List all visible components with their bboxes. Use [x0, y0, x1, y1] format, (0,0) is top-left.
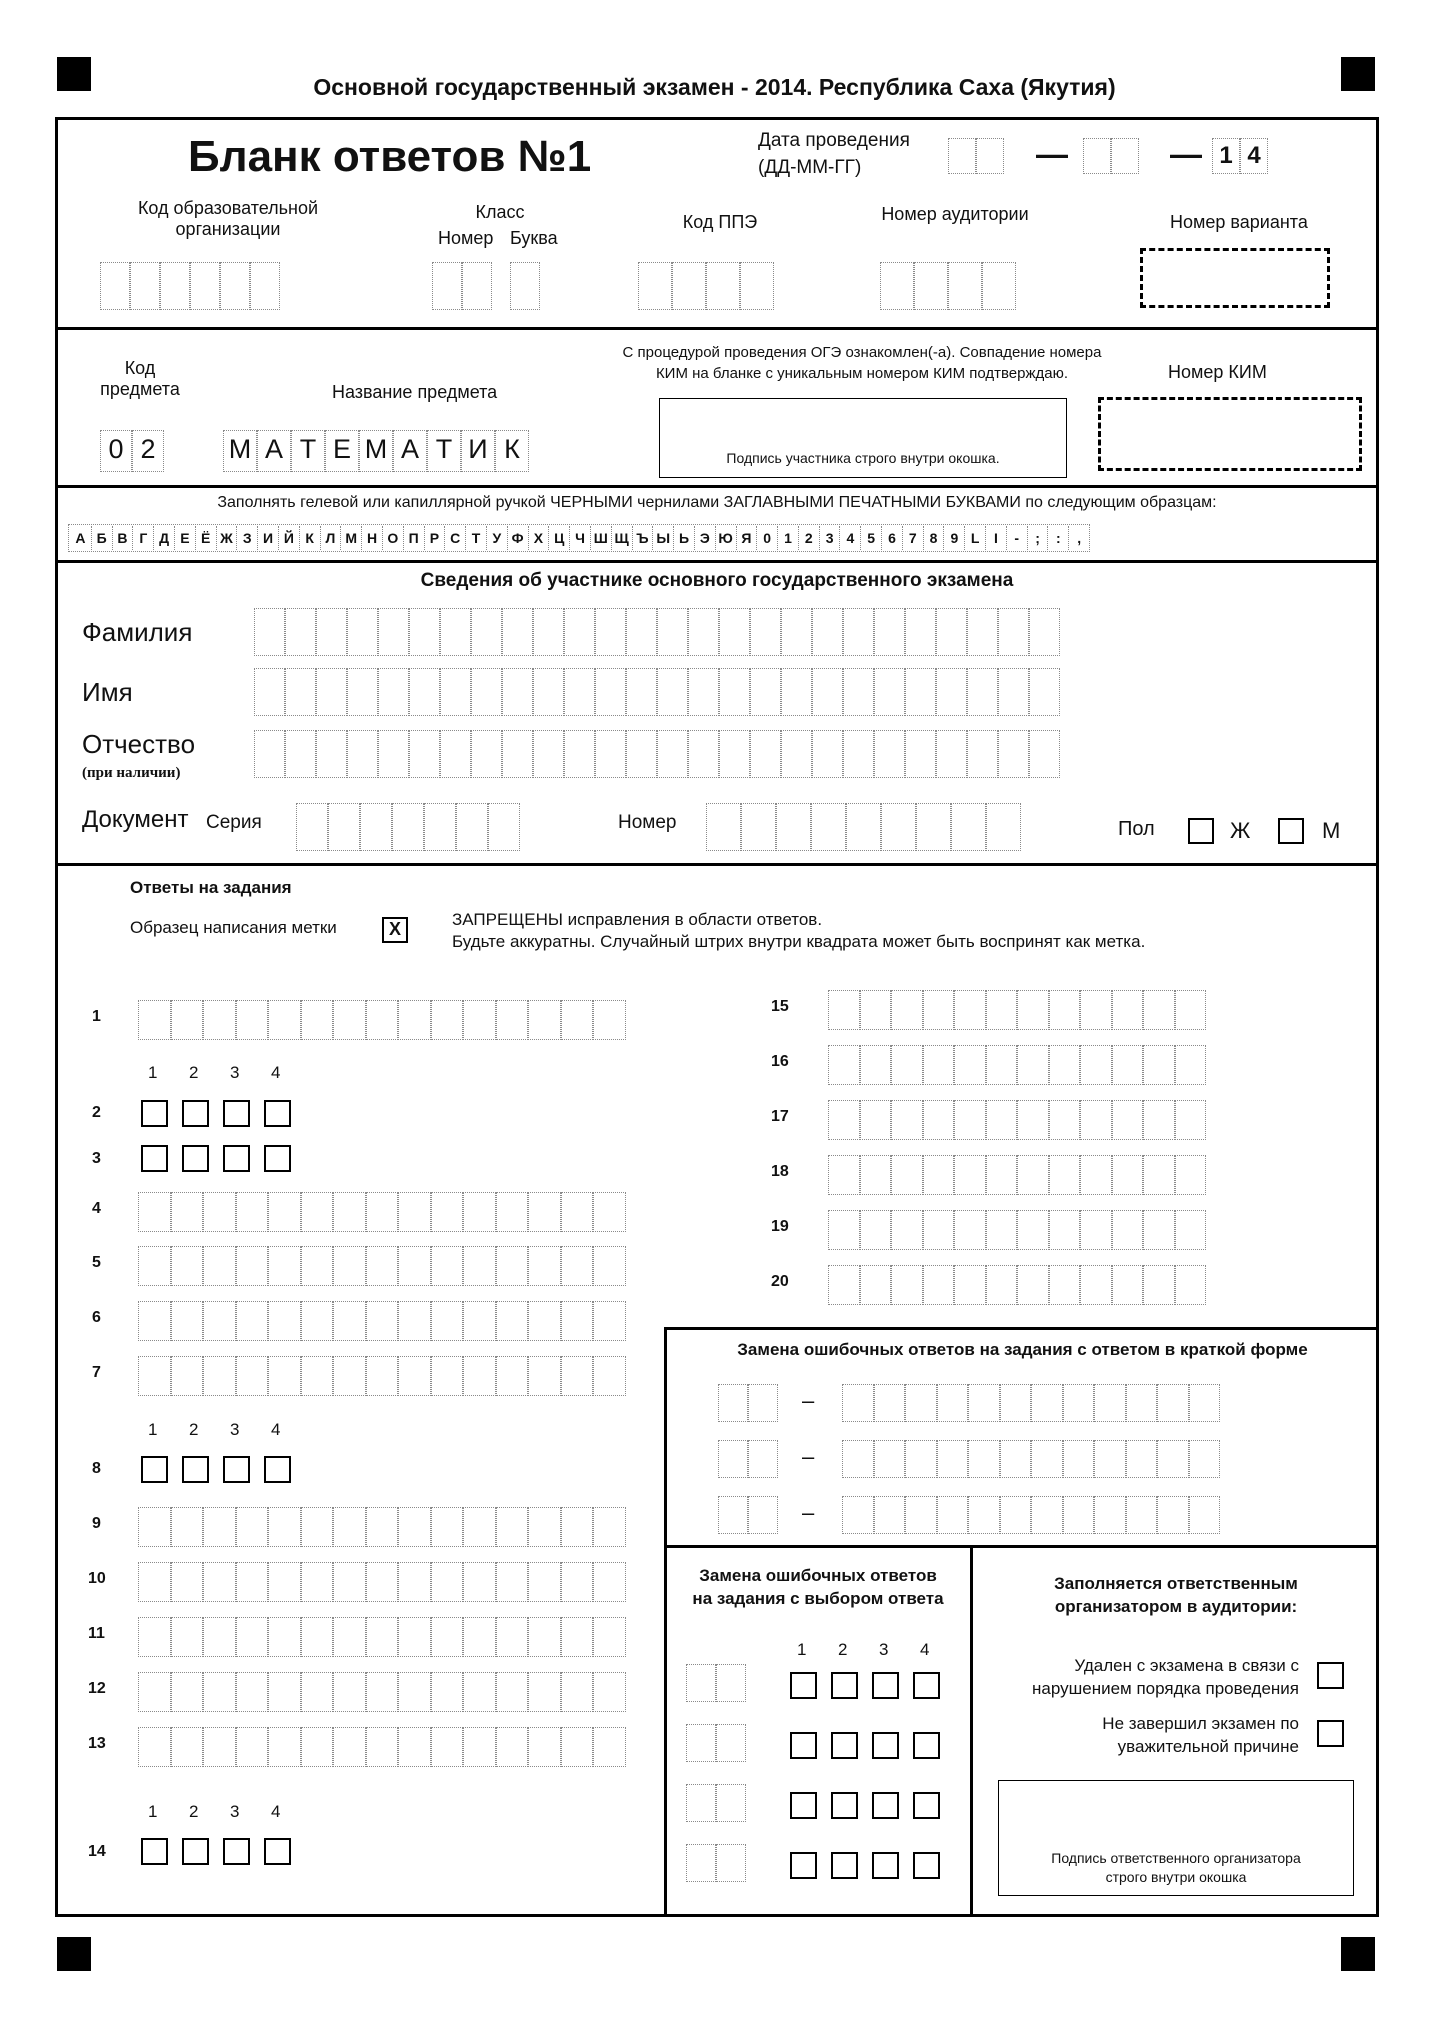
choice-number: 3 [230, 1063, 240, 1082]
class-label: Класс [475, 202, 525, 222]
choice-number: 3 [230, 1802, 240, 1821]
replacement-choice-option-1[interactable] [790, 1852, 817, 1879]
name-cells[interactable] [254, 668, 1060, 716]
replacement-choice-option-3[interactable] [872, 1672, 899, 1699]
answers-section-title: Ответы на задания [130, 878, 292, 897]
replacement-choice-option-1[interactable] [790, 1732, 817, 1759]
task-label: 13 [88, 1735, 106, 1752]
replacement-choice-task-cells[interactable] [686, 1664, 746, 1702]
replacement-choice-option-4[interactable] [913, 1732, 940, 1759]
task-2-option-4[interactable] [264, 1100, 291, 1127]
replacement-short-answer-cells[interactable] [842, 1496, 1220, 1534]
replacement-choice-option-2[interactable] [831, 1792, 858, 1819]
choice-number: 2 [189, 1063, 199, 1082]
task-label: 9 [92, 1515, 101, 1532]
replacement-dash: – [802, 1444, 815, 1469]
not-finished-label-line2: уважительной причине [1117, 1737, 1299, 1756]
choice-number: 1 [148, 1802, 158, 1821]
task-label: 3 [92, 1150, 101, 1167]
replacement-dash: – [802, 1500, 815, 1525]
surname-label: Фамилия [82, 617, 193, 647]
task-19-answer-cells[interactable] [828, 1210, 1206, 1250]
choice-number: 4 [271, 1420, 281, 1439]
replacement-choice-option-3[interactable] [872, 1732, 899, 1759]
not-finished-label-line1: Не завершил экзамен по [1102, 1714, 1299, 1733]
fill-instruction: Заполнять гелевой или капиллярной ручкой ЧЕРНЫМИ чернилами ЗАГЛАВНЫМИ ПЕЧАТНЫМИ БУКВАМИ по следующим образцам: [217, 494, 1217, 511]
task-5-answer-cells[interactable] [138, 1246, 626, 1286]
replacement-short-task-cells[interactable] [718, 1384, 778, 1422]
task-3-option-3[interactable] [223, 1145, 250, 1172]
sample-mark-box: X [382, 917, 408, 943]
variant-number-label: Номер варианта [1170, 212, 1308, 232]
task-8-option-4[interactable] [264, 1456, 291, 1483]
gender-male-checkbox[interactable] [1278, 818, 1304, 844]
class-number-cells[interactable] [432, 262, 492, 310]
task-label: 7 [92, 1364, 101, 1381]
form-title: Бланк ответов №1 [188, 132, 592, 181]
task-label: 16 [771, 1053, 789, 1070]
choice-number: 4 [271, 1063, 281, 1082]
gender-female-checkbox[interactable] [1188, 818, 1214, 844]
task-14-option-3[interactable] [223, 1838, 250, 1865]
replacement-choice-option-4[interactable] [913, 1672, 940, 1699]
subject-name-label: Название предмета [332, 382, 498, 402]
exam-header-title: Основной государственный экзамен - 2014. Республика Саха (Якутия) [313, 74, 1116, 100]
choice-number: 1 [148, 1063, 158, 1082]
alignment-marker-bottom-right [1341, 1937, 1375, 1971]
org-code-cells[interactable] [100, 262, 280, 310]
task-label: 5 [92, 1254, 101, 1271]
date-separator: — [1036, 136, 1068, 172]
organizer-signature-line1: Подпись ответственного организатора [1051, 1850, 1301, 1866]
task-13-answer-cells[interactable] [138, 1727, 626, 1767]
task-18-answer-cells[interactable] [828, 1155, 1206, 1195]
task-3-option-2[interactable] [182, 1145, 209, 1172]
name-label: Имя [82, 677, 133, 707]
replacement-choice-task-cells[interactable] [686, 1844, 746, 1882]
document-series-cells[interactable] [296, 803, 520, 851]
task-label: 17 [771, 1108, 789, 1125]
task-4-answer-cells[interactable] [138, 1192, 626, 1232]
replacement-short-task-cells[interactable] [718, 1440, 778, 1478]
task-10-answer-cells[interactable] [138, 1562, 626, 1602]
date-year-digit: 1 [1219, 142, 1233, 169]
task-16-answer-cells[interactable] [828, 1045, 1206, 1085]
removed-label-line2: нарушением порядка проведения [1032, 1679, 1299, 1698]
replacement-choice-title-line2: на задания с выбором ответа [692, 1589, 944, 1608]
document-number-label: Номер [618, 812, 677, 833]
replacement-choice-option-4[interactable] [913, 1792, 940, 1819]
date-day-cells[interactable] [948, 138, 1004, 174]
replacement-choice-option-3[interactable] [872, 1852, 899, 1879]
task-11-answer-cells[interactable] [138, 1617, 626, 1657]
task-14-option-4[interactable] [264, 1838, 291, 1865]
choice-number: 1 [797, 1640, 807, 1659]
replacement-dash: – [802, 1388, 815, 1413]
organizer-title-line1: Заполняется ответственным [1054, 1574, 1298, 1593]
replacement-choice-task-cells[interactable] [686, 1724, 746, 1762]
participant-section-title: Сведения об участнике основного государственного экзамена [420, 570, 1014, 591]
replacement-choice-option-3[interactable] [872, 1792, 899, 1819]
divider [666, 1327, 1379, 1330]
sample-mark-label: Образец написания метки [130, 918, 337, 937]
task-label: 14 [88, 1843, 106, 1860]
task-label: 8 [92, 1460, 101, 1477]
task-label: 18 [771, 1163, 789, 1180]
task-2-option-1[interactable] [141, 1100, 168, 1127]
removed-checkbox[interactable] [1317, 1662, 1344, 1689]
replacement-choice-option-1[interactable] [790, 1792, 817, 1819]
task-8-option-1[interactable] [141, 1456, 168, 1483]
gender-female-label: Ж [1230, 818, 1251, 843]
divider [55, 327, 1379, 330]
choice-number: 4 [271, 1802, 281, 1821]
choice-number: 2 [189, 1802, 199, 1821]
gender-label: Пол [1118, 818, 1155, 840]
replacement-choice-task-cells[interactable] [686, 1784, 746, 1822]
choice-number: 3 [879, 1640, 889, 1659]
task-14-option-2[interactable] [182, 1838, 209, 1865]
class-letter-label: Буква [510, 228, 558, 248]
task-8-option-2[interactable] [182, 1456, 209, 1483]
alignment-marker-bottom-left [57, 1937, 91, 1971]
participant-signature-hint: Подпись участника строго внутри окошка. [726, 450, 1000, 466]
task-7-answer-cells[interactable] [138, 1356, 626, 1396]
ppe-code-cells[interactable] [638, 262, 774, 310]
replacement-short-answer-cells[interactable] [842, 1384, 1220, 1422]
task-label: 1 [92, 1008, 101, 1025]
choice-number: 1 [148, 1420, 158, 1439]
task-label: 19 [771, 1218, 789, 1235]
removed-label-line1: Удален с экзамена в связи с [1074, 1656, 1299, 1675]
task-label: 15 [771, 998, 789, 1015]
task-label: 11 [88, 1625, 105, 1642]
sample-chars: А Б В Г Д Е Ё Ж З И Й К Л М Н О П Р С Т У Ф Х Ц Ч Ш Щ Ъ Ы Ь Э Ю Я 0 1 2 3 4 5 6 7 8 9 L I - ; : , [70, 526, 1089, 550]
task-2-option-2[interactable] [182, 1100, 209, 1127]
not-finished-checkbox[interactable] [1317, 1720, 1344, 1747]
replacement-choice-option-2[interactable] [831, 1672, 858, 1699]
date-label: Дата проведения [758, 130, 910, 151]
replacement-choice-option-2[interactable] [831, 1852, 858, 1879]
class-letter-cells[interactable] [510, 262, 540, 310]
task-3-option-4[interactable] [264, 1145, 291, 1172]
date-year-digit: 4 [1247, 142, 1261, 169]
answers-warning-line1: ЗАПРЕЩЕНЫ исправления в области ответов. [452, 910, 823, 929]
kim-number-label: Номер КИМ [1168, 362, 1267, 382]
divider [55, 863, 1379, 866]
choice-number: 2 [838, 1640, 848, 1659]
task-15-answer-cells[interactable] [828, 990, 1206, 1030]
series-label: Серия [206, 812, 262, 833]
subject-name-letters: М А Т Е М А Т И К [228, 434, 520, 464]
gender-male-label: М [1322, 818, 1341, 843]
date-format: (ДД-ММ-ГГ) [758, 157, 862, 178]
date-separator: — [1170, 136, 1202, 172]
room-number-label: Номер аудитории [881, 204, 1029, 224]
task-label: 10 [88, 1570, 106, 1587]
org-code-label: Код образовательной организации [137, 198, 319, 239]
divider [664, 1327, 667, 1917]
alignment-marker-top-right [1341, 57, 1375, 91]
divider [666, 1545, 1379, 1548]
task-label: 2 [92, 1104, 101, 1121]
task-14-option-1[interactable] [141, 1838, 168, 1865]
patronymic-label: Отчество [82, 729, 196, 759]
divider [55, 485, 1379, 488]
task-12-answer-cells[interactable] [138, 1672, 626, 1712]
task-label: 12 [88, 1680, 106, 1697]
subject-code-values: 0 2 [108, 434, 156, 464]
consent-text: С процедурой проведения ОГЭ ознакомлен(-а). Совпадение номера КИМ на бланке с уникальным номером КИМ подтверждаю. [622, 344, 1102, 382]
task-1-answer-cells[interactable] [138, 1000, 626, 1040]
replacement-choice-title-line1: Замена ошибочных ответов [699, 1566, 937, 1585]
kim-number-box[interactable] [1098, 397, 1362, 471]
task-label: 20 [771, 1273, 789, 1290]
choice-number: 4 [920, 1640, 930, 1659]
patronymic-note: (при наличии) [82, 765, 181, 781]
document-number-cells[interactable] [706, 803, 1021, 851]
choice-number: 2 [189, 1420, 199, 1439]
alignment-marker-top-left [57, 57, 91, 91]
replacement-choice-option-1[interactable] [790, 1672, 817, 1699]
room-number-cells[interactable] [880, 262, 1016, 310]
task-label: 6 [92, 1309, 101, 1326]
document-label: Документ [82, 806, 189, 833]
organizer-title-line2: организатором в аудитории: [1054, 1597, 1298, 1616]
task-6-answer-cells[interactable] [138, 1301, 626, 1341]
replacement-short-answer-cells[interactable] [842, 1440, 1220, 1478]
task-label: 4 [92, 1200, 101, 1217]
task-9-answer-cells[interactable] [138, 1507, 626, 1547]
task-17-answer-cells[interactable] [828, 1100, 1206, 1140]
task-2-option-3[interactable] [223, 1100, 250, 1127]
organizer-signature-line2: строго внутри окошка [1105, 1869, 1247, 1885]
patronymic-cells[interactable] [254, 730, 1060, 778]
variant-number-box[interactable] [1140, 248, 1330, 308]
task-20-answer-cells[interactable] [828, 1265, 1206, 1305]
replacement-choice-option-2[interactable] [831, 1732, 858, 1759]
answers-warning-line2: Будьте аккуратны. Случайный штрих внутри квадрата может быть воспринят как метка. [452, 932, 1146, 951]
replacement-short-task-cells[interactable] [718, 1496, 778, 1534]
choice-number: 3 [230, 1420, 240, 1439]
class-number-label: Номер [438, 228, 494, 248]
surname-cells[interactable] [254, 608, 1060, 656]
replacement-choice-option-4[interactable] [913, 1852, 940, 1879]
task-3-option-1[interactable] [141, 1145, 168, 1172]
date-month-cells[interactable] [1083, 138, 1139, 174]
ppe-code-label: Код ППЭ [682, 212, 758, 232]
replacement-short-title: Замена ошибочных ответов на задания с ответом в краткой форме [737, 1340, 1308, 1359]
subject-code-label: Код предмета [100, 358, 180, 399]
divider [55, 560, 1379, 563]
task-8-option-3[interactable] [223, 1456, 250, 1483]
